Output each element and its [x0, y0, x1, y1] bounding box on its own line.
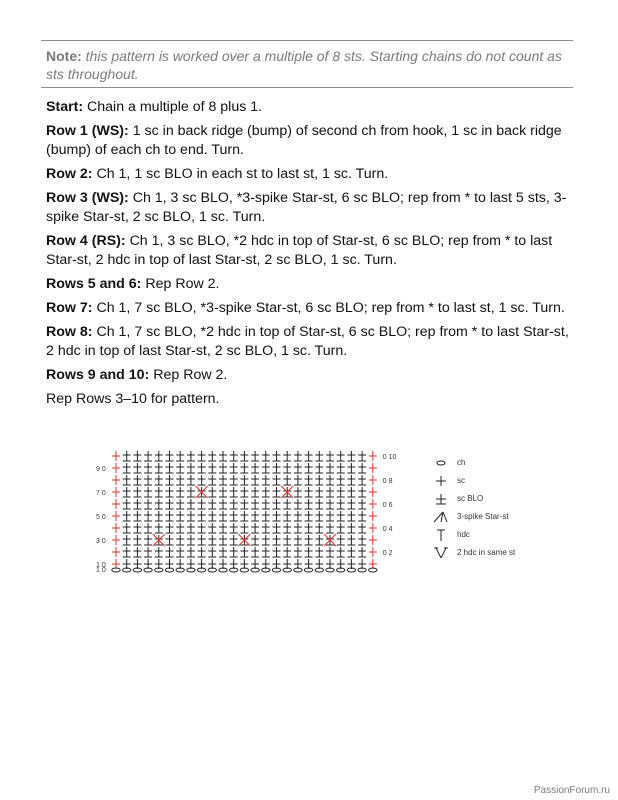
- scblo-symbol: [240, 511, 248, 521]
- row-number-left: 7 0: [96, 490, 106, 497]
- scblo-symbol: [262, 451, 270, 461]
- scblo-symbol: [358, 451, 366, 461]
- scblo-symbol: [176, 475, 184, 485]
- sc-symbol: [326, 559, 334, 569]
- scblo-symbol: [208, 499, 216, 509]
- sc-blo-icon: [430, 491, 454, 507]
- sc-symbol: [369, 475, 377, 485]
- scblo-symbol: [166, 535, 174, 545]
- scblo-symbol: [273, 499, 281, 509]
- scblo-symbol: [187, 499, 195, 509]
- sc-symbol: [112, 535, 120, 545]
- scblo-symbol: [166, 475, 174, 485]
- stitch-legend: [430, 455, 580, 575]
- scblo-symbol: [326, 463, 334, 473]
- sc-symbol: [262, 559, 270, 569]
- scblo-symbol: [347, 511, 355, 521]
- scblo-symbol: [315, 523, 323, 533]
- row-number-right: 0 4: [382, 526, 393, 533]
- scblo-symbol: [273, 451, 281, 461]
- note-label: Note:: [46, 48, 82, 64]
- scblo-symbol: [251, 475, 259, 485]
- scblo-symbol: [155, 511, 163, 521]
- sc-symbol: [144, 559, 152, 569]
- row-number-right: 0 2: [382, 550, 393, 557]
- scblo-symbol: [262, 535, 270, 545]
- legend-item-star: [430, 509, 580, 525]
- sc-symbol: [273, 559, 281, 569]
- scblo-symbol: [230, 535, 238, 545]
- scblo-symbol: [337, 535, 345, 545]
- sc-symbol: [112, 547, 120, 557]
- scblo-symbol: [283, 511, 291, 521]
- scblo-symbol: [315, 475, 323, 485]
- pattern-note: [46, 47, 571, 83]
- scblo-symbol: [262, 547, 270, 557]
- sc-symbol: [208, 559, 216, 569]
- scblo-symbol: [326, 547, 334, 557]
- scblo-symbol: [198, 523, 206, 533]
- scblo-symbol: [208, 451, 216, 461]
- scblo-symbol: [273, 535, 281, 545]
- instruction-row-1: Row 1 (WS): 1 sc in back ridge (bump) of second ch from hook, 1 sc in back ridge (bump) of each ch to end. Turn.: [46, 123, 562, 158]
- note-bottom-rule: [41, 87, 573, 88]
- scblo-symbol: [326, 511, 334, 521]
- scblo-symbol: [347, 535, 355, 545]
- scblo-symbol: [283, 547, 291, 557]
- scblo-symbol: [251, 511, 259, 521]
- scblo-symbol: [337, 547, 345, 557]
- scblo-symbol: [166, 547, 174, 557]
- scblo-symbol: [219, 451, 227, 461]
- scblo-symbol: [144, 451, 152, 461]
- scblo-symbol: [240, 475, 248, 485]
- row-number-left: 3 0: [96, 538, 106, 545]
- scblo-symbol: [144, 547, 152, 557]
- scblo-symbol: [208, 463, 216, 473]
- top-rule: [41, 40, 573, 41]
- scblo-symbol: [133, 535, 141, 545]
- sc-symbol: [283, 559, 291, 569]
- sc-symbol: [112, 523, 120, 533]
- scblo-symbol: [347, 523, 355, 533]
- scblo-symbol: [358, 547, 366, 557]
- legend-item-sc-blo: [430, 491, 580, 507]
- scblo-symbol: [187, 463, 195, 473]
- scblo-symbol: [262, 475, 270, 485]
- instruction-row-8: Row 8: Ch 1, 7 sc BLO, *2 hdc in top of Star-st, 6 sc BLO; rep from * to last Star-st, 2 hdc in top of last Star-st, 2 sc BLO, 1 sc. Turn.: [46, 324, 569, 359]
- scblo-symbol: [123, 535, 131, 545]
- scblo-symbol: [155, 451, 163, 461]
- sc-symbol: [133, 559, 141, 569]
- sc-symbol: [219, 559, 227, 569]
- sc-symbol: [155, 559, 163, 569]
- sc-symbol: [369, 487, 377, 497]
- scblo-symbol: [337, 499, 345, 509]
- scblo-symbol: [144, 487, 152, 497]
- sc-symbol: [166, 559, 174, 569]
- scblo-symbol: [176, 547, 184, 557]
- scblo-symbol: [315, 487, 323, 497]
- instruction-repeat: Rep Rows 3–10 for pattern.: [46, 391, 220, 407]
- scblo-symbol: [273, 463, 281, 473]
- scblo-symbol: [240, 451, 248, 461]
- sc-symbol: [112, 463, 120, 473]
- sc-symbol: [176, 559, 184, 569]
- scblo-symbol: [305, 499, 313, 509]
- scblo-symbol: [133, 511, 141, 521]
- scblo-symbol: [358, 475, 366, 485]
- scblo-symbol: [337, 463, 345, 473]
- sc-symbol: [369, 511, 377, 521]
- scblo-symbol: [337, 451, 345, 461]
- star-stitch-icon: [430, 509, 454, 525]
- scblo-symbol: [251, 523, 259, 533]
- scblo-symbol: [155, 499, 163, 509]
- scblo-symbol: [283, 463, 291, 473]
- scblo-symbol: [176, 463, 184, 473]
- scblo-symbol: [273, 547, 281, 557]
- scblo-symbol: [230, 511, 238, 521]
- scblo-symbol: [251, 487, 259, 497]
- scblo-symbol: [166, 451, 174, 461]
- scblo-symbol: [208, 523, 216, 533]
- scblo-symbol: [283, 499, 291, 509]
- scblo-symbol: [133, 475, 141, 485]
- scblo-symbol: [251, 547, 259, 557]
- legend-item-sc: [430, 473, 580, 489]
- scblo-symbol: [208, 547, 216, 557]
- scblo-symbol: [198, 499, 206, 509]
- sc-symbol: [294, 559, 302, 569]
- scblo-symbol: [315, 451, 323, 461]
- scblo-symbol: [347, 487, 355, 497]
- scblo-symbol: [123, 511, 131, 521]
- scblo-symbol: [337, 487, 345, 497]
- instruction-row-3: Row 3 (WS): Ch 1, 3 sc BLO, *3-spike Star-st, 6 sc BLO; rep from * to last 5 sts, 3-spike Star-st, 2 sc BLO, 1 sc. Turn.: [46, 190, 567, 225]
- scblo-symbol: [283, 535, 291, 545]
- scblo-symbol: [187, 451, 195, 461]
- scblo-symbol: [273, 511, 281, 521]
- sc-symbol: [347, 559, 355, 569]
- row-number-right: 0 6: [382, 502, 393, 509]
- scblo-symbol: [230, 499, 238, 509]
- scblo-symbol: [347, 499, 355, 509]
- sc-symbol: [251, 559, 259, 569]
- scblo-symbol: [176, 499, 184, 509]
- sc-symbol: [369, 499, 377, 509]
- scblo-symbol: [273, 475, 281, 485]
- scblo-symbol: [305, 463, 313, 473]
- scblo-symbol: [283, 523, 291, 533]
- scblo-symbol: [240, 487, 248, 497]
- sc-symbol: [123, 559, 131, 569]
- scblo-symbol: [305, 535, 313, 545]
- scblo-symbol: [358, 487, 366, 497]
- row-number-right: 0 8: [382, 478, 393, 485]
- scblo-symbol: [326, 451, 334, 461]
- scblo-symbol: [230, 523, 238, 533]
- scblo-symbol: [315, 547, 323, 557]
- scblo-symbol: [176, 523, 184, 533]
- row-number-right: 0 10: [382, 454, 397, 461]
- scblo-symbol: [187, 547, 195, 557]
- scblo-symbol: [305, 547, 313, 557]
- scblo-symbol: [347, 547, 355, 557]
- scblo-symbol: [347, 463, 355, 473]
- scblo-symbol: [144, 523, 152, 533]
- sc-symbol: [112, 487, 120, 497]
- scblo-symbol: [294, 547, 302, 557]
- scblo-symbol: [262, 463, 270, 473]
- scblo-symbol: [144, 499, 152, 509]
- scblo-symbol: [337, 475, 345, 485]
- scblo-symbol: [123, 487, 131, 497]
- scblo-symbol: [230, 547, 238, 557]
- scblo-symbol: [283, 451, 291, 461]
- scblo-symbol: [219, 463, 227, 473]
- sc-symbol: [369, 523, 377, 533]
- scblo-symbol: [251, 499, 259, 509]
- sc-symbol: [369, 535, 377, 545]
- sc-symbol: [369, 547, 377, 557]
- scblo-symbol: [262, 511, 270, 521]
- scblo-symbol: [262, 523, 270, 533]
- instruction-rows-9-10: Rows 9 and 10: Rep Row 2.: [46, 367, 228, 383]
- scblo-symbol: [155, 475, 163, 485]
- sc-symbol: [240, 559, 248, 569]
- hdc-icon: [430, 527, 454, 543]
- sc-symbol: [337, 559, 345, 569]
- scblo-symbol: [230, 463, 238, 473]
- legend-label-2hdc: 2 hdc in same st: [457, 548, 516, 557]
- instruction-row-2: Row 2: Ch 1, 1 sc BLO in each st to last st, 1 sc. Turn.: [46, 166, 389, 182]
- scblo-symbol: [198, 535, 206, 545]
- scblo-symbol: [208, 535, 216, 545]
- scblo-symbol: [294, 463, 302, 473]
- instruction-row-4: Row 4 (RS): Ch 1, 3 sc BLO, *2 hdc in top of Star-st, 6 sc BLO; rep from * to last Star-st, 2 hdc in top of last Star-st, 2 sc BLO, 1 sc. Turn.: [46, 233, 553, 268]
- scblo-symbol: [283, 475, 291, 485]
- scblo-symbol: [198, 511, 206, 521]
- sc-symbol: [112, 499, 120, 509]
- scblo-symbol: [337, 511, 345, 521]
- scblo-symbol: [219, 475, 227, 485]
- scblo-symbol: [123, 475, 131, 485]
- scblo-symbol: [166, 523, 174, 533]
- scblo-symbol: [358, 499, 366, 509]
- scblo-symbol: [208, 487, 216, 497]
- scblo-symbol: [358, 523, 366, 533]
- scblo-symbol: [123, 463, 131, 473]
- scblo-symbol: [133, 463, 141, 473]
- scblo-symbol: [294, 499, 302, 509]
- sc-symbol: [112, 559, 120, 569]
- watermark: PassionForum.ru: [533, 785, 610, 796]
- sc-symbol: [230, 559, 238, 569]
- scblo-symbol: [133, 499, 141, 509]
- scblo-symbol: [294, 511, 302, 521]
- legend-label-ch: ch: [457, 458, 466, 467]
- row-number-left: 9 0: [96, 466, 106, 473]
- scblo-symbol: [123, 523, 131, 533]
- scblo-symbol: [315, 535, 323, 545]
- scblo-symbol: [187, 511, 195, 521]
- two-hdc-icon: [430, 545, 454, 561]
- sc-symbol: [369, 463, 377, 473]
- sc-icon: [430, 473, 454, 489]
- scblo-symbol: [198, 475, 206, 485]
- scblo-symbol: [123, 499, 131, 509]
- scblo-symbol: [240, 547, 248, 557]
- scblo-symbol: [133, 487, 141, 497]
- legend-label-star: 3-spike Star-st: [457, 512, 509, 521]
- scblo-symbol: [166, 499, 174, 509]
- scblo-symbol: [166, 487, 174, 497]
- scblo-symbol: [358, 535, 366, 545]
- scblo-symbol: [347, 451, 355, 461]
- scblo-symbol: [358, 511, 366, 521]
- scblo-symbol: [144, 475, 152, 485]
- scblo-symbol: [208, 511, 216, 521]
- instruction-row-7: Row 7: Ch 1, 7 sc BLO, *3-spike Star-st, 6 sc BLO; rep from * to last st, 1 sc. Turn.: [46, 300, 565, 316]
- scblo-symbol: [219, 523, 227, 533]
- scblo-symbol: [166, 463, 174, 473]
- scblo-symbol: [133, 451, 141, 461]
- scblo-symbol: [305, 511, 313, 521]
- scblo-symbol: [219, 547, 227, 557]
- scblo-symbol: [198, 547, 206, 557]
- sc-symbol: [187, 559, 195, 569]
- scblo-symbol: [219, 535, 227, 545]
- scblo-symbol: [262, 487, 270, 497]
- sc-symbol: [305, 559, 313, 569]
- scblo-symbol: [251, 535, 259, 545]
- scblo-symbol: [294, 451, 302, 461]
- scblo-symbol: [230, 451, 238, 461]
- scblo-symbol: [337, 523, 345, 533]
- chain-icon: [430, 455, 454, 471]
- scblo-symbol: [262, 499, 270, 509]
- scblo-symbol: [326, 523, 334, 533]
- legend-item-2hdc: [430, 545, 580, 561]
- scblo-symbol: [144, 463, 152, 473]
- scblo-symbol: [155, 523, 163, 533]
- scblo-symbol: [251, 463, 259, 473]
- legend-item-ch: [430, 455, 580, 471]
- scblo-symbol: [240, 523, 248, 533]
- sc-symbol: [315, 559, 323, 569]
- scblo-symbol: [166, 511, 174, 521]
- sc-symbol: [358, 559, 366, 569]
- sc-symbol: [369, 559, 377, 569]
- legend-label-hdc: hdc: [457, 530, 470, 539]
- scblo-symbol: [305, 451, 313, 461]
- scblo-symbol: [187, 535, 195, 545]
- legend-label-sc: sc: [457, 476, 465, 485]
- sc-symbol: [112, 475, 120, 485]
- scblo-symbol: [347, 475, 355, 485]
- scblo-symbol: [176, 535, 184, 545]
- scblo-symbol: [187, 475, 195, 485]
- scblo-symbol: [305, 475, 313, 485]
- sc-symbol: [112, 511, 120, 521]
- scblo-symbol: [273, 523, 281, 533]
- scblo-symbol: [326, 475, 334, 485]
- note-text: this pattern is worked over a multiple of 8 sts. Starting chains do not count as sts throughout.: [46, 48, 562, 82]
- stitch-chart: [90, 443, 410, 578]
- row-number-left: 1 0: [96, 567, 106, 574]
- scblo-symbol: [326, 487, 334, 497]
- scblo-symbol: [123, 547, 131, 557]
- scblo-symbol: [294, 535, 302, 545]
- scblo-symbol: [123, 451, 131, 461]
- scblo-symbol: [294, 487, 302, 497]
- scblo-symbol: [176, 487, 184, 497]
- sc-symbol: [112, 451, 120, 461]
- scblo-symbol: [219, 499, 227, 509]
- scblo-symbol: [305, 487, 313, 497]
- scblo-symbol: [305, 523, 313, 533]
- scblo-symbol: [358, 463, 366, 473]
- scblo-symbol: [155, 463, 163, 473]
- scblo-symbol: [315, 511, 323, 521]
- scblo-symbol: [219, 511, 227, 521]
- scblo-symbol: [240, 463, 248, 473]
- row-number-left: 1 0: [96, 562, 106, 569]
- scblo-symbol: [251, 451, 259, 461]
- scblo-symbol: [230, 487, 238, 497]
- instruction-start: Start: Chain a multiple of 8 plus 1.: [46, 99, 263, 115]
- row-number-left: 5 0: [96, 514, 106, 521]
- scblo-symbol: [208, 475, 216, 485]
- legend-label-sc-blo: sc BLO: [457, 494, 484, 503]
- scblo-symbol: [187, 487, 195, 497]
- scblo-symbol: [198, 463, 206, 473]
- scblo-symbol: [198, 451, 206, 461]
- scblo-symbol: [315, 463, 323, 473]
- scblo-symbol: [315, 499, 323, 509]
- scblo-symbol: [294, 475, 302, 485]
- scblo-symbol: [326, 499, 334, 509]
- scblo-symbol: [219, 487, 227, 497]
- scblo-symbol: [155, 487, 163, 497]
- legend-item-hdc: [430, 527, 580, 543]
- scblo-symbol: [230, 475, 238, 485]
- scblo-symbol: [273, 487, 281, 497]
- scblo-symbol: [187, 523, 195, 533]
- scblo-symbol: [176, 511, 184, 521]
- sc-symbol: [369, 451, 377, 461]
- scblo-symbol: [133, 547, 141, 557]
- scblo-symbol: [155, 547, 163, 557]
- scblo-symbol: [144, 511, 152, 521]
- scblo-symbol: [133, 523, 141, 533]
- sc-symbol: [198, 559, 206, 569]
- scblo-symbol: [294, 523, 302, 533]
- instructions: [46, 98, 574, 414]
- instruction-rows-5-6: Rows 5 and 6: Rep Row 2.: [46, 276, 220, 292]
- scblo-symbol: [176, 451, 184, 461]
- scblo-symbol: [240, 499, 248, 509]
- scblo-symbol: [144, 535, 152, 545]
